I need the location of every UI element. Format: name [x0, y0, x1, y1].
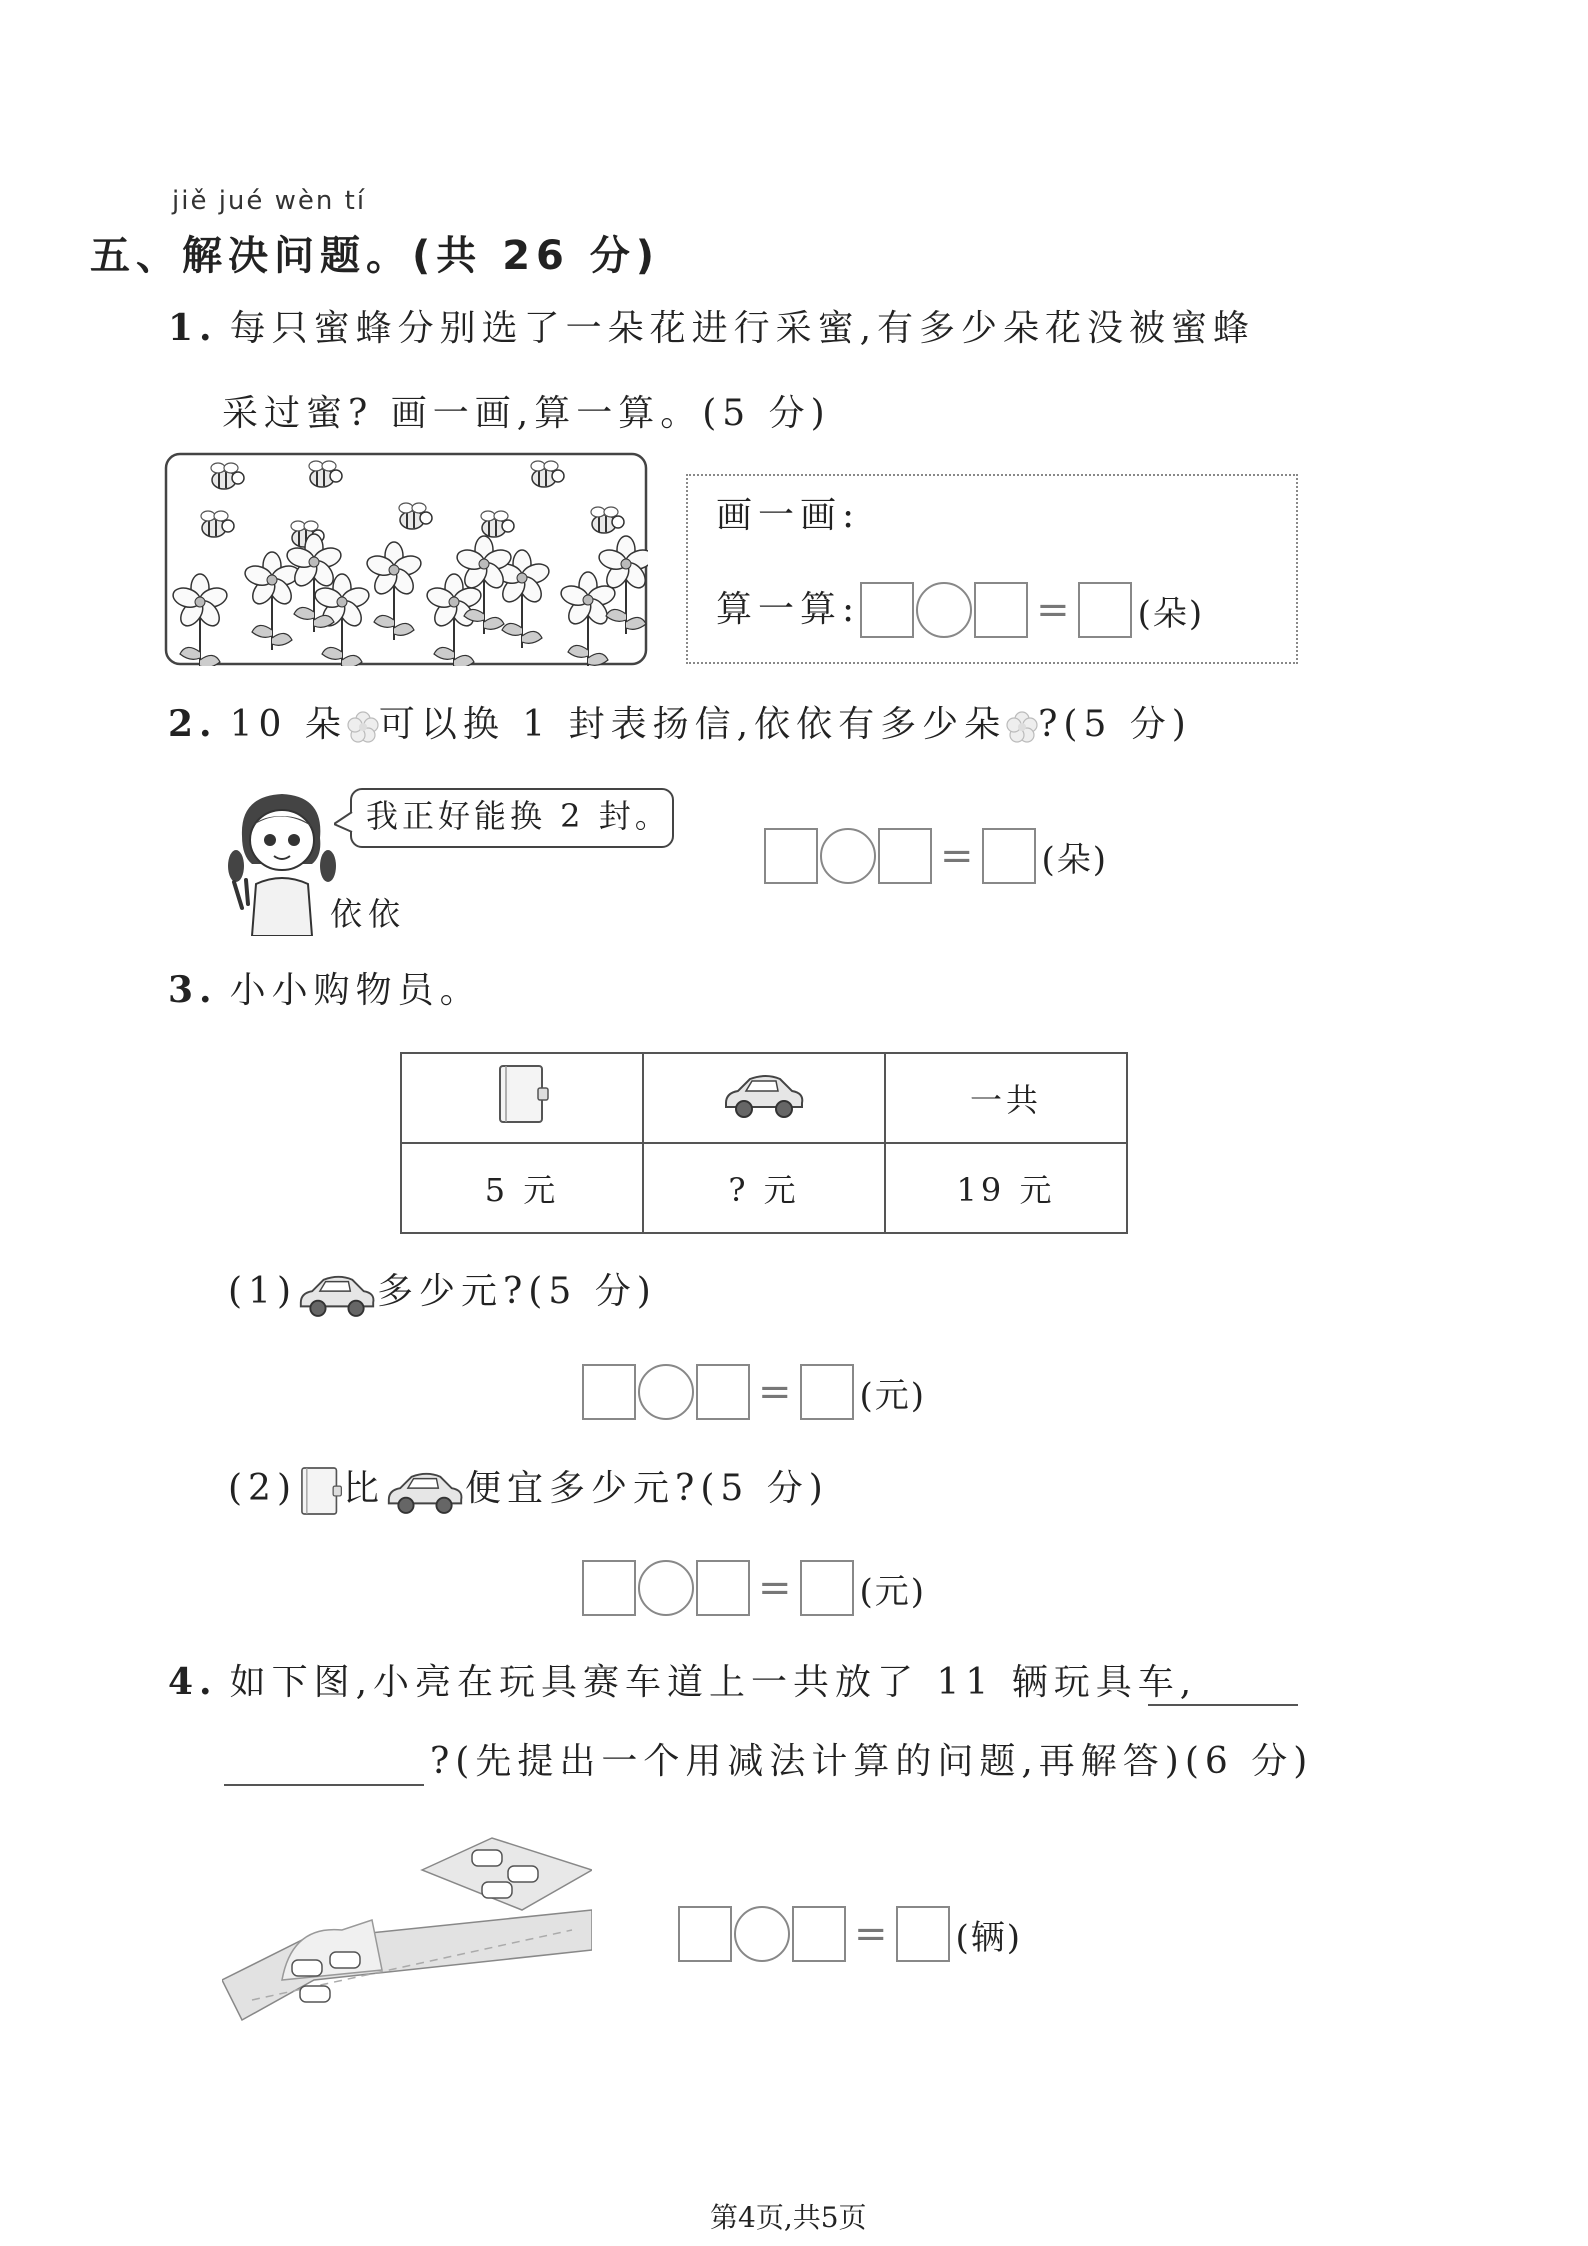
q3-2-equals: =: [758, 1565, 792, 1611]
q3-2-box-result[interactable]: [800, 1560, 854, 1616]
table-row: [401, 1053, 1127, 1143]
price-table-wrap: [400, 1052, 1128, 1234]
q2-equals: =: [940, 833, 974, 879]
q2-box-result[interactable]: [982, 828, 1036, 884]
q4-operator-circle[interactable]: [734, 1906, 790, 1962]
q4-box-result[interactable]: [896, 1906, 950, 1962]
flower-icon: [1006, 711, 1038, 743]
q2-line: [168, 702, 1192, 747]
q3-sub2-text-b: 便宜多少元?(5 分): [465, 1468, 829, 1509]
q4-line1: [168, 1660, 1197, 1705]
notebook-icon: [297, 1462, 343, 1520]
q3-sub2-label: (2): [228, 1468, 297, 1509]
section-pinyin: jiě jué wèn tí: [172, 186, 367, 216]
q3-2-box-1[interactable]: [582, 1560, 636, 1616]
q1-operator-circle[interactable]: [916, 582, 972, 638]
table-cell-car: [643, 1053, 885, 1143]
notebook-icon: [494, 1062, 550, 1126]
table-header-total: 一共: [885, 1053, 1127, 1143]
price-total: 19 元: [885, 1143, 1127, 1233]
section-title: 五、解决问题。(共 26 分): [90, 233, 661, 279]
q3-2-operator-circle[interactable]: [638, 1560, 694, 1616]
price-table: [400, 1052, 1128, 1234]
bees-flowers-svg: [164, 452, 648, 666]
q2-number: 2.: [168, 703, 218, 745]
girl-icon: [222, 786, 342, 936]
q3-1-operator-circle[interactable]: [638, 1364, 694, 1420]
flower-icon: [347, 711, 379, 743]
q3-sub1-text: 多少元?(5 分): [377, 1271, 657, 1312]
q4-number: 4.: [168, 1661, 218, 1703]
q3-number: 3.: [168, 969, 218, 1011]
q2-formula: [764, 828, 1108, 884]
q4-formula: [678, 1906, 1022, 1962]
q3-sub1-formula: [582, 1364, 926, 1420]
price-notebook: 5 元: [401, 1143, 643, 1233]
q4-line2: ?(先提出一个用减法计算的问题,再解答)(6 分): [430, 1741, 1314, 1782]
q1-text1: 每只蜜蜂分别选了一朵花进行采蜜,有多少朵花没被蜜蜂: [229, 308, 1256, 349]
q1-line2: 采过蜜? 画一画,算一算。(5 分): [222, 393, 831, 434]
bubble-text: 我正好能换 2 封。: [366, 797, 671, 835]
q4-blank-1[interactable]: [1148, 1660, 1298, 1706]
q1-unit: (朵): [1137, 593, 1205, 634]
q3-sub1: [228, 1270, 657, 1318]
q1-formula: [716, 582, 1204, 638]
q3-title: 小小购物员。: [229, 970, 482, 1011]
q2-text-a: 10 朵: [229, 704, 347, 745]
q1-box-1[interactable]: [860, 582, 914, 638]
speech-bubble: [350, 788, 674, 848]
q2-box-2[interactable]: [878, 828, 932, 884]
bubble-tail: [334, 812, 354, 834]
price-car: ? 元: [643, 1143, 885, 1233]
q1-box-2[interactable]: [974, 582, 1028, 638]
girl-name: 依依: [330, 895, 407, 933]
q1-line1: [168, 306, 1255, 351]
q3-1-equals: =: [758, 1369, 792, 1415]
q3-2-unit: (元): [859, 1571, 927, 1612]
q4-blank-2[interactable]: [224, 1740, 424, 1786]
page-footer: 第4页,共5页: [710, 2201, 867, 2234]
q2-text-c: ?(5 分): [1038, 704, 1192, 745]
q3-1-unit: (元): [859, 1375, 927, 1416]
q2-operator-circle[interactable]: [820, 828, 876, 884]
q3-1-box-2[interactable]: [696, 1364, 750, 1420]
q2-unit: (朵): [1041, 839, 1109, 880]
q3-2-box-2[interactable]: [696, 1560, 750, 1616]
q1-equals: =: [1036, 587, 1070, 633]
q2-box-1[interactable]: [764, 828, 818, 884]
q4-unit: (辆): [955, 1917, 1023, 1958]
q3-sub2-text-a: 比: [343, 1468, 386, 1509]
toy-car-icon: [297, 1270, 377, 1318]
q3-sub1-label: (1): [228, 1271, 297, 1312]
q3-1-box-1[interactable]: [582, 1364, 636, 1420]
draw-label: 画一画:: [716, 495, 861, 536]
race-track-icon: [222, 1830, 592, 2030]
table-row: [401, 1143, 1127, 1233]
q3-1-box-result[interactable]: [800, 1364, 854, 1420]
bees-flowers-picture: [164, 452, 648, 666]
q3-sub2: [228, 1462, 829, 1520]
q1-answer-panel: [686, 474, 1298, 664]
q1-number: 1.: [168, 307, 218, 349]
toy-car-icon: [722, 1069, 806, 1119]
q1-box-result[interactable]: [1078, 582, 1132, 638]
q4-equals: =: [854, 1911, 888, 1957]
q4-box-1[interactable]: [678, 1906, 732, 1962]
q4-box-2[interactable]: [792, 1906, 846, 1962]
calc-label: 算一算:: [716, 589, 861, 630]
table-cell-notebook: [401, 1053, 643, 1143]
q2-text-b: 可以换 1 封表扬信,依依有多少朵: [378, 704, 1007, 745]
q3-sub2-formula: [582, 1560, 926, 1616]
q4-text1: 如下图,小亮在玩具赛车道上一共放了 11 辆玩具车,: [229, 1662, 1198, 1703]
toy-car-icon: [385, 1467, 465, 1515]
q3-line: [168, 968, 482, 1013]
